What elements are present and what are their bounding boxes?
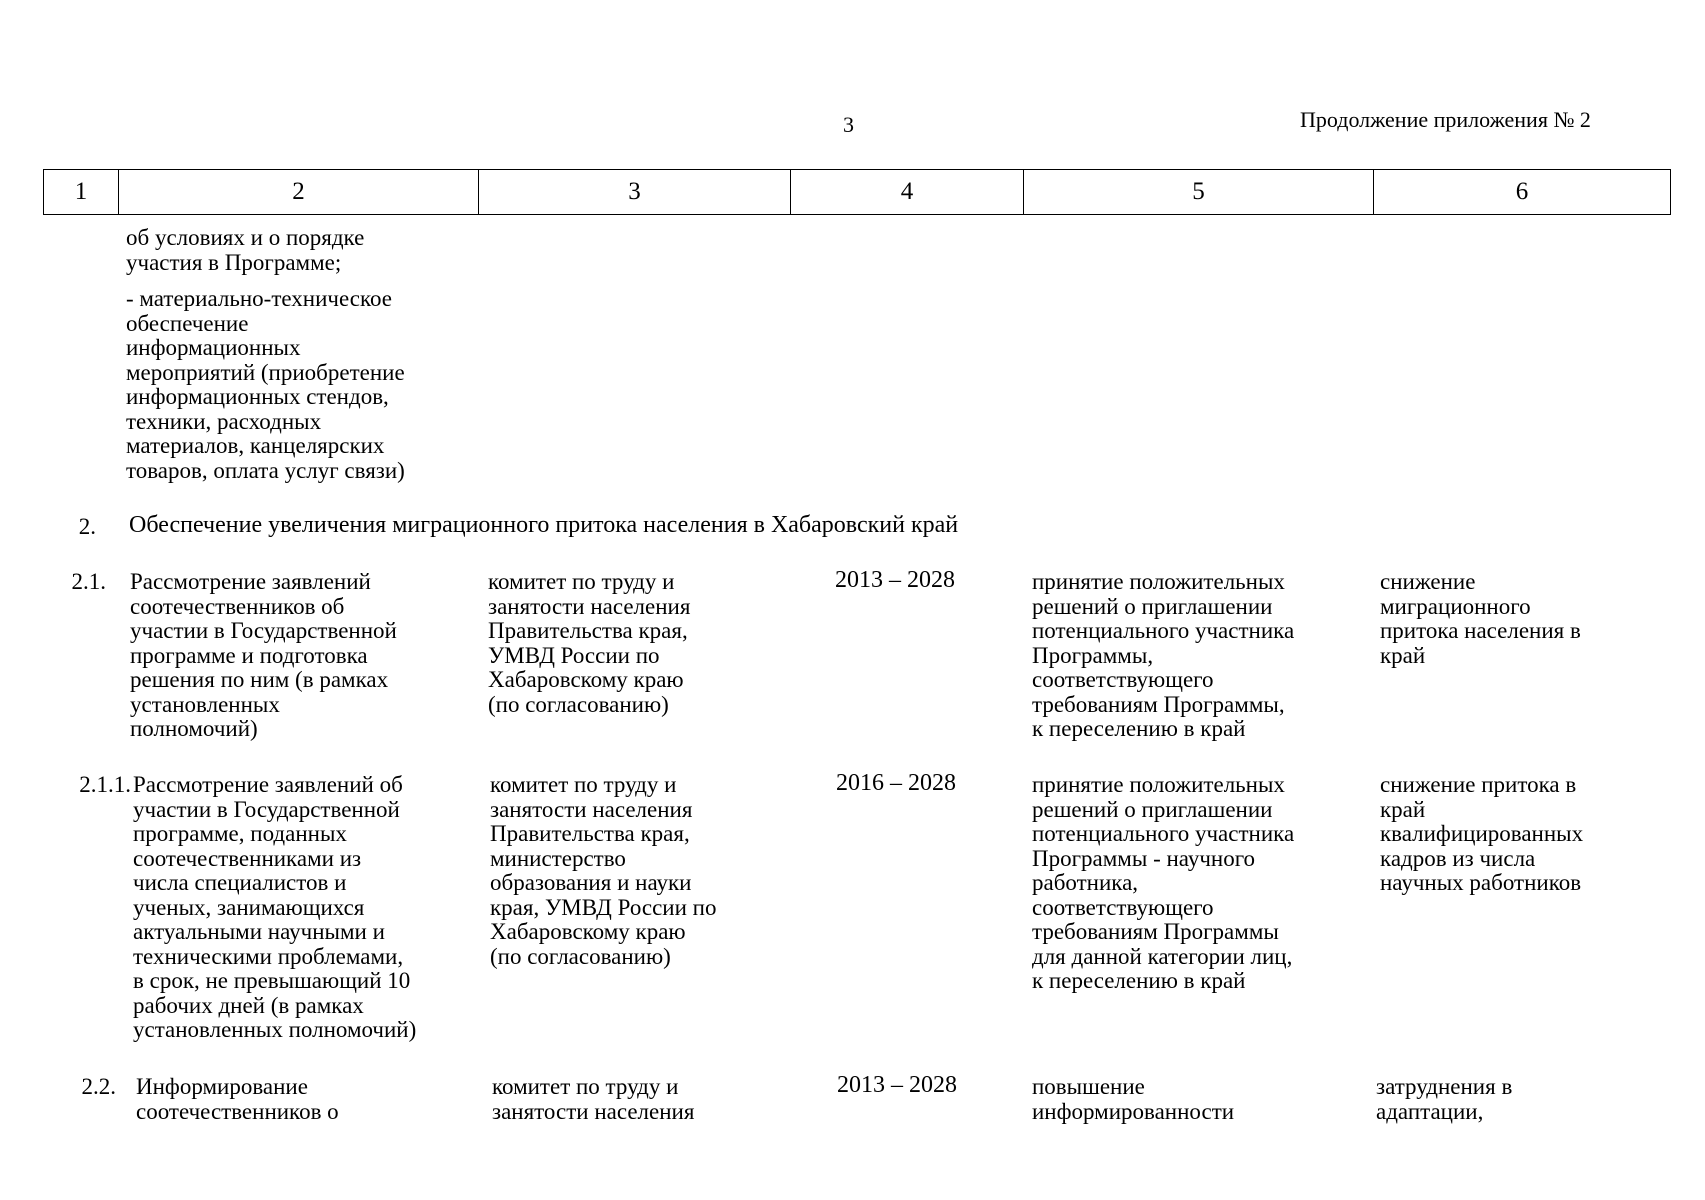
continuation-measure-list-item: - материально-техническое обеспечение информационных мероприятий (приобретение информационных стендов, техники, расходных материалов, канцелярских товаров, оплата услуг связи)	[126, 286, 405, 483]
row-period: 2013 – 2028	[837, 1072, 957, 1098]
row-executor: комитет по труду и занятости населения Правительства края, УМВД России по Хабаровскому краю (по согласованию)	[488, 569, 691, 717]
row-measure: Информирование соотечественников о	[136, 1074, 339, 1124]
row-number: 2.1.	[71, 569, 106, 594]
column-number-header	[43, 169, 1671, 215]
row-executor: комитет по труду и занятости населения	[492, 1074, 695, 1124]
row-measure: Рассмотрение заявлений соотечественников об участии в Государственной программе и подготовка решения по ним (в рамках установленных полномочий)	[130, 569, 397, 741]
row-consequence: снижение миграционного притока населения в край	[1380, 569, 1581, 668]
row-number: 2.1.1.	[79, 772, 131, 797]
column-3-header: 3	[479, 170, 791, 215]
row-number: 2.2.	[81, 1074, 116, 1099]
row-measure: Рассмотрение заявлений об участии в Государственной программе, поданных соотечественниками из числа специалистов и ученых, занимающихся актуальными научными и техническими проблемами, в срок, не превышающий 10 рабочих дней (в рамках установленных полномочий)	[133, 772, 417, 1042]
continuation-measure-text: об условиях и о порядке участия в Программе;	[126, 225, 365, 275]
column-5-header: 5	[1024, 170, 1374, 215]
column-6-header: 6	[1374, 170, 1671, 215]
row-executor: комитет по труду и занятости населения Правительства края, министерство образования и науки края, УМВД России по Хабаровскому краю (по согласованию)	[490, 772, 717, 969]
section-title: Обеспечение увеличения миграционного притока населения в Хабаровский край	[129, 512, 959, 538]
row-period: 2013 – 2028	[835, 567, 955, 593]
section-number: 2.	[78, 514, 96, 539]
row-consequence: снижение притока в край квалифицированных кадров из числа научных работников	[1380, 772, 1584, 895]
row-result: принятие положительных решений о приглашении потенциального участника Программы, соответствующего требованиям Программы, к переселению в край	[1032, 569, 1295, 741]
row-consequence: затруднения в адаптации,	[1376, 1074, 1513, 1124]
appendix-continuation-note: Продолжение приложения № 2	[1300, 107, 1591, 132]
column-1-header: 1	[44, 170, 119, 215]
column-2-header: 2	[119, 170, 479, 215]
row-result: принятие положительных решений о приглашении потенциального участника Программы - научного работника, соответствующего требованиям Программы для данной категории лиц, к переселению в край	[1032, 772, 1295, 993]
row-result: повышение информированности	[1032, 1074, 1235, 1124]
page-number: 3	[843, 112, 854, 137]
row-period: 2016 – 2028	[836, 770, 956, 796]
column-4-header: 4	[791, 170, 1024, 215]
